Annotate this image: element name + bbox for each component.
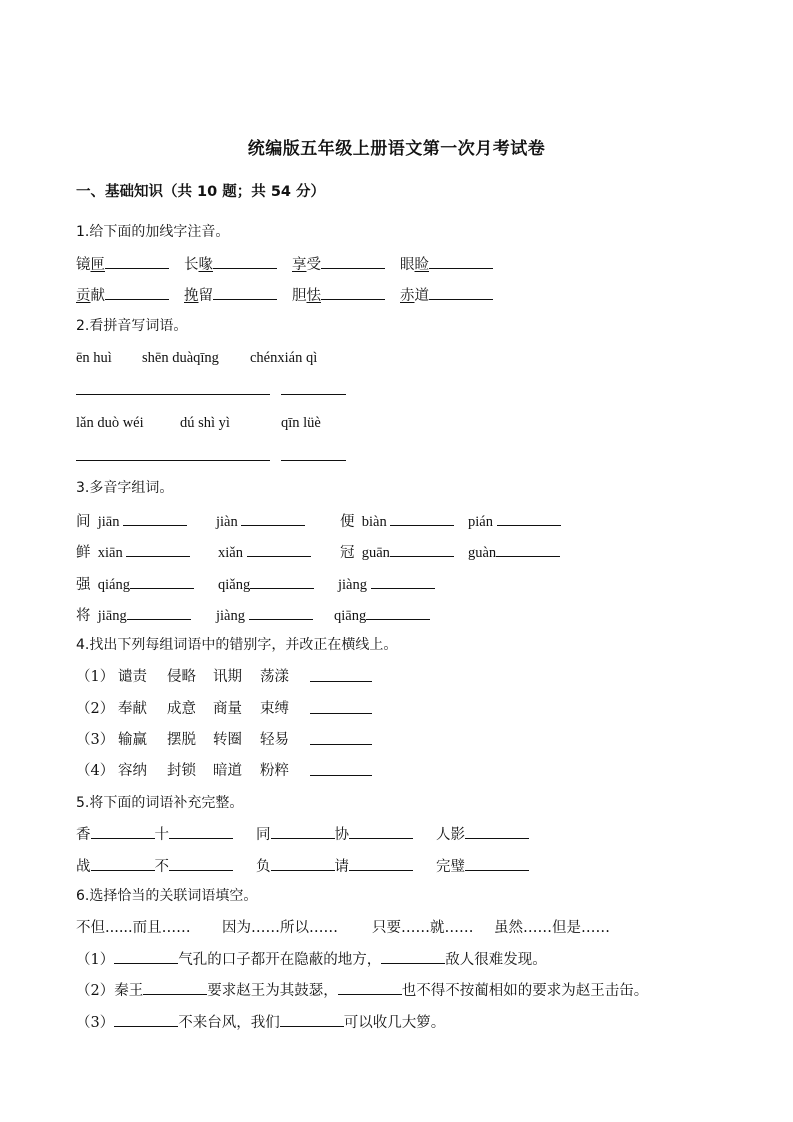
q3-item: qiāng: [334, 604, 430, 626]
answer-blank[interactable]: [142, 394, 206, 395]
answer-blank[interactable]: [321, 253, 385, 269]
answer-blank[interactable]: [206, 394, 270, 395]
word: 侵略: [167, 669, 196, 685]
q1-prompt: 1.给下面的加线字注音。: [76, 224, 230, 240]
answer-blank[interactable]: [390, 510, 454, 526]
q1-item: 享受: [292, 253, 385, 275]
answer-blank[interactable]: [250, 573, 314, 589]
q4-prompt: 4.找出下列每组词语中的错别字，并改正在横线上。: [76, 637, 398, 653]
answer-blank[interactable]: [349, 855, 413, 871]
answer-blank[interactable]: [429, 284, 493, 300]
idiom-fill: 战 不: [76, 855, 233, 877]
answer-blank[interactable]: [371, 573, 435, 589]
q3-item: pián: [468, 510, 561, 532]
idiom-fill: 香 十: [76, 823, 233, 845]
answer-blank[interactable]: [310, 681, 372, 682]
answer-blank[interactable]: [465, 855, 529, 871]
answer-blank[interactable]: [127, 604, 191, 620]
q1-row1: [76, 253, 716, 275]
q3-item: xiǎn: [218, 541, 311, 563]
q1-item: 镜匣: [76, 253, 169, 275]
q4-item: [76, 730, 476, 752]
q3-item: qiǎng: [218, 573, 314, 595]
word: 成意: [167, 701, 196, 717]
item-number: （2）: [76, 701, 115, 717]
q4-item: [76, 667, 476, 689]
answer-blank[interactable]: [366, 604, 430, 620]
q6-prompt: 6.选择恰当的关联词语填空。: [76, 888, 258, 904]
answer-blank[interactable]: [280, 1011, 344, 1027]
q6-sentence-1: （1） 气孔的口子都开在隐蔽的地方， 敌人很难发现。: [76, 948, 547, 970]
answer-blank[interactable]: [338, 979, 402, 995]
q1-item: 贡献: [76, 284, 169, 306]
q3-item: jiàng: [338, 573, 435, 595]
option: 因为……所以……: [222, 920, 338, 936]
answer-blank[interactable]: [247, 541, 311, 557]
word: 奉献: [118, 701, 147, 717]
answer-blank[interactable]: [429, 253, 493, 269]
pinyin-text: lǎn duò wéi: [76, 415, 144, 431]
q3-row: [76, 604, 716, 626]
idiom-fill: 完璧: [436, 855, 529, 877]
q1-item: 眼睑: [400, 253, 493, 275]
q1-row2: [76, 284, 716, 306]
answer-blank[interactable]: [349, 823, 413, 839]
option: 虽然……但是……: [494, 920, 610, 936]
section-heading: 一、基础知识（共 10 题；共 54 分）: [76, 184, 326, 200]
answer-blank[interactable]: [281, 460, 346, 461]
answer-blank[interactable]: [105, 284, 169, 300]
word: 输赢: [118, 732, 147, 748]
q3-item: jiàng: [216, 604, 313, 626]
word: 暗道: [213, 763, 242, 779]
answer-blank[interactable]: [213, 253, 277, 269]
q6-sentence-2: （2）秦王 要求赵王为其鼓瑟， 也不得不按蔺相如的要求为赵王击缶。: [76, 979, 648, 1001]
word: 轻易: [260, 732, 289, 748]
answer-blank[interactable]: [213, 284, 277, 300]
q5-prompt: 5.将下面的词语补充完整。: [76, 795, 244, 811]
q1-item: 长喙: [184, 253, 277, 275]
answer-blank[interactable]: [241, 510, 305, 526]
q3-item: guàn: [468, 541, 560, 563]
answer-blank[interactable]: [114, 1011, 178, 1027]
answer-blank[interactable]: [142, 460, 206, 461]
answer-blank[interactable]: [497, 510, 561, 526]
answer-blank[interactable]: [310, 713, 372, 714]
q5-row2: [76, 855, 576, 877]
word: 容纳: [118, 763, 147, 779]
q2-prompt: 2.看拼音写词语。: [76, 318, 188, 334]
q1-item: 赤道: [400, 284, 493, 306]
answer-blank[interactable]: [76, 460, 142, 461]
pinyin-text: shēn duàqīng: [142, 350, 219, 366]
answer-blank[interactable]: [105, 253, 169, 269]
idiom-fill: 人影: [436, 823, 529, 845]
q6-sentence-3: （3） 不来台风，我们 可以收几大箩。: [76, 1011, 445, 1033]
word: 商量: [213, 701, 242, 717]
answer-blank[interactable]: [281, 394, 346, 395]
answer-blank[interactable]: [91, 855, 155, 871]
answer-blank[interactable]: [249, 604, 313, 620]
q4-item: [76, 761, 476, 783]
idiom-fill: 负 请: [256, 855, 413, 877]
option: 不但......而且……: [76, 920, 191, 936]
answer-blank[interactable]: [310, 775, 372, 776]
q3-item: 间 jiān: [76, 510, 187, 532]
q1-item: 挽留: [184, 284, 277, 306]
answer-blank[interactable]: [114, 948, 178, 964]
q2-pinyin-row2: [76, 413, 476, 435]
word: 谴责: [118, 669, 147, 685]
q3-row: [76, 510, 716, 532]
answer-blank[interactable]: [143, 979, 207, 995]
option: 只要……就……: [372, 920, 474, 936]
answer-blank[interactable]: [381, 948, 445, 964]
q3-row: [76, 541, 716, 563]
item-number: （3）: [76, 732, 115, 748]
answer-blank[interactable]: [271, 855, 335, 871]
word: 摆脱: [167, 732, 196, 748]
answer-blank[interactable]: [169, 823, 233, 839]
q2-answer-row2: [76, 446, 476, 466]
q3-item: 将 jiāng: [76, 604, 191, 626]
q3-item: 鲜 xiān: [76, 541, 190, 563]
answer-blank[interactable]: [76, 394, 142, 395]
pinyin-text: qīn lüè: [281, 415, 321, 431]
pinyin-text: dú shì yì: [180, 415, 230, 431]
word: 荡漾: [260, 669, 289, 685]
answer-blank[interactable]: [91, 823, 155, 839]
q5-row1: [76, 823, 576, 845]
word: 转圈: [213, 732, 242, 748]
q3-item: 强 qiáng: [76, 573, 194, 595]
q3-item: 便 biàn: [340, 510, 454, 532]
q3-item: 冠 guān: [340, 541, 454, 563]
q3-row: [76, 573, 716, 595]
item-number: （1）: [76, 669, 115, 685]
item-number: （4）: [76, 763, 115, 779]
answer-blank[interactable]: [465, 823, 529, 839]
q3-prompt: 3.多音字组词。: [76, 480, 174, 496]
answer-blank[interactable]: [123, 510, 187, 526]
word: 束缚: [260, 701, 289, 717]
pinyin-text: ēn huì: [76, 350, 112, 366]
answer-blank[interactable]: [206, 460, 270, 461]
page-title: 统编版五年级上册语文第一次月考试卷: [247, 139, 546, 159]
q6-options: [76, 918, 676, 940]
answer-blank[interactable]: [310, 744, 372, 745]
idiom-fill: 同 协: [256, 823, 413, 845]
q2-pinyin-row1: [76, 348, 476, 370]
pinyin-text: chénxián qì: [250, 350, 318, 366]
word: 粉粹: [260, 763, 289, 779]
answer-blank[interactable]: [390, 541, 454, 557]
answer-blank[interactable]: [169, 855, 233, 871]
q3-item: jiàn: [216, 510, 305, 532]
answer-blank[interactable]: [496, 541, 560, 557]
answer-blank[interactable]: [271, 823, 335, 839]
q1-item: 胆怯: [292, 284, 385, 306]
word: 封锁: [167, 763, 196, 779]
word: 讯期: [213, 669, 242, 685]
answer-blank[interactable]: [126, 541, 190, 557]
answer-blank[interactable]: [321, 284, 385, 300]
q4-item: [76, 699, 476, 721]
q2-answer-row1: [76, 380, 476, 400]
answer-blank[interactable]: [130, 573, 194, 589]
